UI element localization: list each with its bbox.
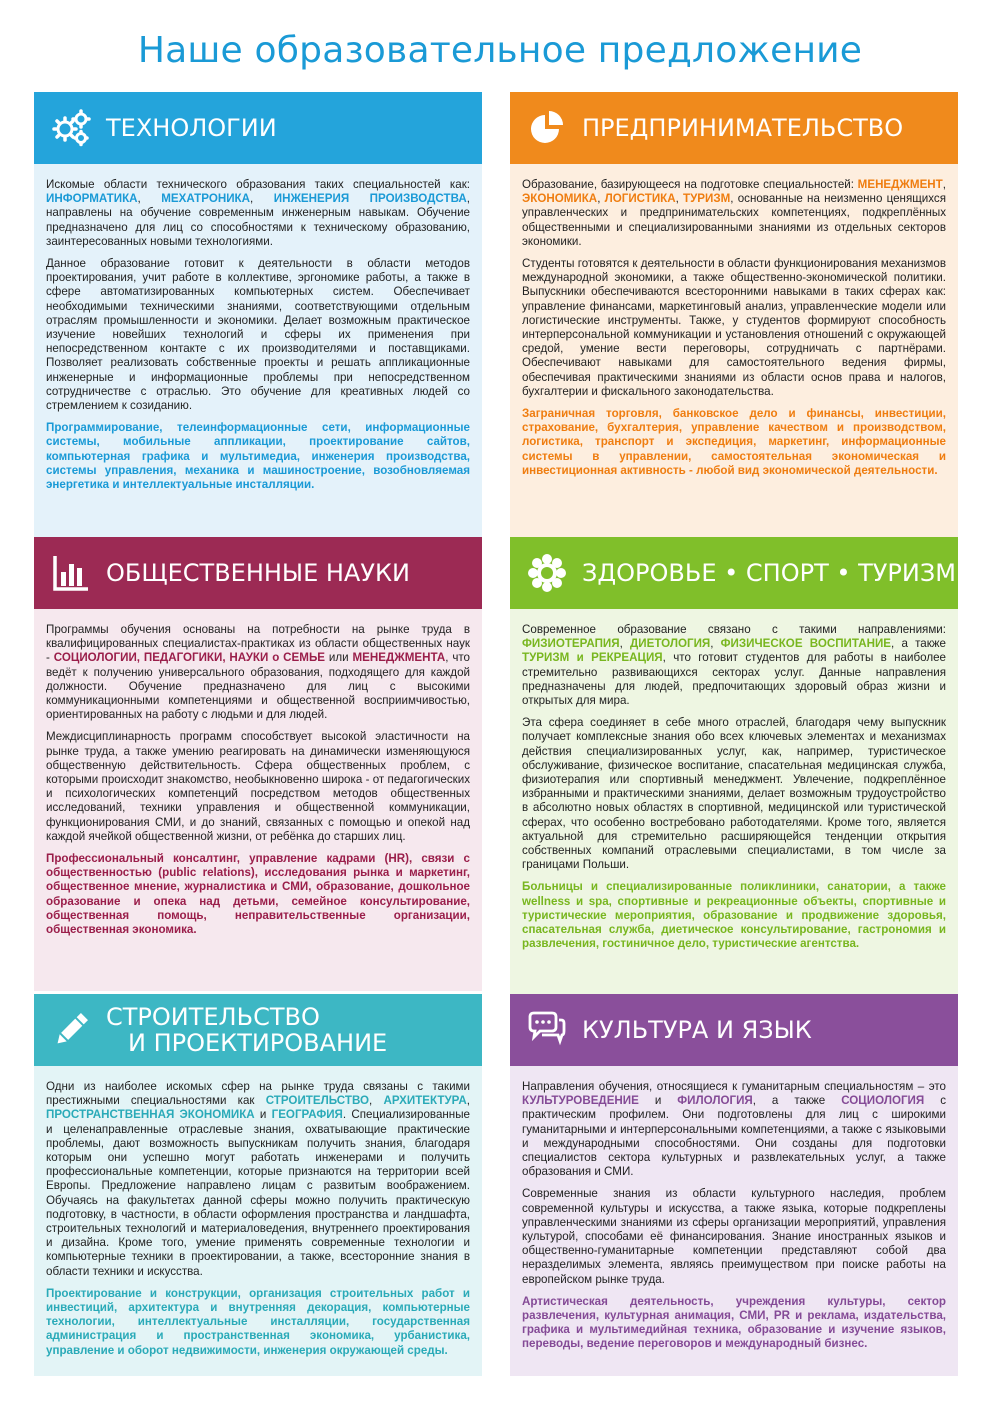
section-heading: ОБЩЕСТВЕННЫЕ НАУКИ [106,559,410,587]
description-paragraph: Данное образование готовит к деятельности в области методов проектирования, учит работе в коллективе, эргономике работы, а также в сфере автоматизированных компьютерных систем. Обеспечивает необходимыми техническими знаниями, соответствующими отдельным отраслям промышленности и экономики. Делает возможным практическое изучение новейших технологий и сферы их применения при непосредственном контакте с их производителями и поставщиками. Позволяет реализовать собственные проекты и решать аппликационные инженерные и информационные проблемы при непосредственном сотрудничестве с отраслью. Это обучение для креативных людей со стремлением к созиданию. [46,257,470,413]
intro-paragraph: Современное образование связано с такими направлениями: ФИЗИОТЕРАПИЯ, ДИЕТОЛОГИЯ, ФИЗИЧЕСКОЕ ВОСПИТАНИЕ, а также ТУРИЗМ и РЕКРЕАЦИЯ, что готовит студентов для работы в наиболее стремительно развивающихся секторах услуг. Данные направления предназначены для людей, предпочитающих здоровый образ жизни и открытых для мира. [522,623,946,708]
specialty-highlight: СТРОИТЕЛЬСТВО [265,1094,370,1108]
specialty-highlight: АРХИТЕКТУРА [383,1094,467,1108]
page-title: Наше образовательное предложение [137,30,863,71]
specialty-highlight: ГЕОГРАФИЯ [271,1108,343,1122]
specialty-highlight: ИНЖЕНЕРИЯ ПРОИЗВОДСТВА [273,192,467,206]
intro-paragraph: Направления обучения, относящиеся к гуманитарным специальностям – это КУЛЬТУРОВЕДЕНИЕ и ФИЛОЛОГИЯ, а также СОЦИОЛОГИЯ с практическим профилем. Они подготовлены для лиц с широкими гуманитарными и интерперсональными компетенциями, а также с языковыми и международными способностями. Они созданы для подготовки специалистов сектора культурных и развлекательных услуг, а также образования и СМИ. [522,1080,946,1179]
section-header [34,92,482,164]
specialty-highlight: ДИЕТОЛОГИЯ [630,637,711,651]
pencil-icon [50,1009,92,1051]
specialty-highlight: СОЦИОЛОГИЯ [841,1094,925,1108]
description-paragraph: Студенты готовятся к деятельности в области функционирования механизмов международной экономики, а также общественно-экономической политики. Выпускники обеспечиваются всесторонними навыками в таких сферах как: управление финансами, маркетинговый анализ, управленческие модели или логистические инструменты. Также, у студентов формируют способность интерперсональной коммуникации и установления отношений с окружающей средой, умение вести переговоры, сотрудничать с партнёрами. Обеспечивают навыками для самостоятельного ведения фирмы, обеспечивая практическими знаниями из области основ права и налогов, бухгалтерии и фискального законодательства. [522,257,946,398]
specialty-highlight: МЕХАТРОНИКА [161,192,251,206]
section-heading: СТРОИТЕЛЬСТВО И ПРОЕКТИРОВАНИЕ [106,1003,388,1057]
bar-chart-icon [50,552,92,594]
section-body [34,609,482,991]
section-header [510,994,958,1066]
section-construction-design [34,994,482,1376]
specialty-highlight: СОЦИОЛОГИИ, ПЕДАГОГИКИ, НАУКИ о СЕМЬЕ [53,651,326,665]
section-body [34,164,482,594]
intro-paragraph: Программы обучения основаны на потребности на рынке труда в квалифицированных специалистах-практиках из области общественных наук - СОЦИОЛОГИИ, ПЕДАГОГИКИ, НАУКИ о СЕМЬЕ или МЕНЕДЖМЕНТА, что ведёт к получению универсального образования, подходящего для каждой должности. Обучение предназначено для лиц с высокими коммуникационными компетенциями и общественной восприимчивостью, ориентированных на работу с людьми и для людей. [46,623,470,722]
intro-paragraph: Одни из наиболее искомых сфер на рынке труда связаны с такими престижными специальностями как СТРОИТЕЛЬСТВО, АРХИТЕКТУРА, ПРОСТРАНСТВЕННАЯ ЭКОНОМИКА и ГЕОГРАФИЯ. Специализированные и целенаправленные отраслевые знания, охватывающие практические проблемы, дают возможность выпускникам получить знания, благодаря которым они успешно могут работать инженерами и получить профессиональные компетенции, которые признаются на территории всей Европы. Предложение направлено лицам с развитым воображением. Обучаясь на факультетах данной сферы можно получить практическую подготовку, в частности, в области оформления пространства и ландшафта, строительных технологий и материаловедения, внутреннего проектирования и дизайна. Кроме того, умение применять современные технологии и компьютерные техники в проектировании, а также, всесторонние знания в области техники и искусства. [46,1080,470,1278]
speech-bubbles-icon [526,1009,568,1051]
intro-paragraph: Искомые области технического образования таких специальностей как: ИНФОРМАТИКА, МЕХАТРОНИКА, ИНЖЕНЕРИЯ ПРОИЗВОДСТВА, направлены на обучение современным инженерным навыкам. Обучение предназначено для лиц со способностями к техническому образованию, заинтересованных новыми технологиями. [46,178,470,248]
gears-icon [50,107,92,149]
specialty-highlight: ЛОГИСТИКА [604,192,676,206]
section-heading: ЗДОРОВЬЕ • СПОРТ • ТУРИЗМ [582,559,956,587]
specialty-highlight: ПРОСТРАНСТВЕННАЯ ЭКОНОМИКА [46,1108,255,1122]
career-fields: Артистическая деятельность, учреждения культуры, сектор развлечения, культурная анимация, СМИ, PR и реклама, издательства, графика и мультимедийная техника, образование и изучение языков, переводы, ведение переговоров и международный бизнес. [522,1294,946,1351]
section-header [510,92,958,164]
specialty-highlight: КУЛЬТУРОВЕДЕНИЕ [522,1094,639,1108]
specialty-highlight: ТУРИЗМ [683,192,731,206]
specialty-highlight: ФИЗИЧЕСКОЕ ВОСПИТАНИЕ [720,637,892,651]
section-social-sciences [34,537,482,991]
section-body [34,1066,482,1376]
career-fields: Заграничная торговля, банковское дело и финансы, инвестиции, страхование, бухгалтерия, управление качеством и производством, логистика, транспорт и экспедиция, маркетинг, информационные системы в управлении, самостоятельная экономическая и инвестиционная активность - любой вид экономической деятельности. [522,407,946,477]
section-header [510,537,958,609]
section-body [510,609,958,1047]
section-header [34,994,482,1066]
flower-icon [526,552,568,594]
section-heading: КУЛЬТУРА И ЯЗЫК [582,1016,812,1044]
specialty-highlight: ИНФОРМАТИКА [46,192,138,206]
career-fields: Программирование, телеинформационные сети, информационные системы, мобильные аппликации, проектирование сайтов, компьютерная графика и мультимедиа, инженерия производства, системы управления, механика и машиностроение, возобновляемая энергетика и интеллектуальные инсталляции. [46,421,470,492]
specialty-highlight: ФИЗИОТЕРАПИЯ [522,637,620,651]
section-body [510,1066,958,1376]
intro-paragraph: Образование, базирующееся на подготовке специальностей: МЕНЕДЖМЕНТ, ЭКОНОМИКА, ЛОГИСТИКА, ТУРИЗМ, основанные на неизменно ценящихся управленческих и предпринимательских компетенциях, подкреплённых общественными и специализированными знаниями из отдельных секторов экономики. [522,178,946,248]
pie-chart-icon [526,107,568,149]
specialty-highlight: МЕНЕДЖМЕНТ [857,178,943,191]
section-health-sport-tourism [510,537,958,1047]
section-culture-language [510,994,958,1376]
section-entrepreneurship [510,92,958,594]
section-body [510,164,958,594]
section-technology [34,92,482,594]
section-heading: ПРЕДПРИНИМАТЕЛЬСТВО [582,114,904,142]
specialty-highlight: ТУРИЗМ и РЕКРЕАЦИЯ [522,651,663,665]
career-fields: Больницы и специализированные поликлиники, санатории, а также wellness и spa, спортивные и рекреационные объекты, спортивные и туристические мероприятия, образование и продвижение здоровья, спасательная служба, диетическое консультирование, гастрономия и развлечения, гостиничное дело, туристические агентства. [522,880,946,951]
section-heading: ТЕХНОЛОГИИ [106,114,277,142]
description-paragraph: Междисциплинарность программ способствует высокой эластичности на рынке труда, а также умению реагировать на динамически изменяющуюся общественную действительность. Сфера общественных проблем, с которыми происходит знакомство, необыкновенно широка - от педагогических и психологических компетенций посредством методов общественных исследований, техники управления и общественной коммуникации, функционирования СМИ, и до знаний, связанных с помощью и опекой над каждой ячейкой общественной жизни, от ребёнка до старших лиц. [46,730,470,843]
specialty-highlight: ЭКОНОМИКА [522,192,598,206]
description-paragraph: Эта сфера соединяет в себе много отраслей, благодаря чему выпускник получает комплексные знания обо всех ключевых элементах и механизмах действия специализированных услуг, как, например, туристическое обслуживание, физическое воспитание, спасательная медицинская служба, физиотерапия или спортивный менеджмент. Увлечение, подкреплённое избранными и практическими знаниями, делает возможным трудоустройство в абсолютно новых областях в спортивной, медицинской или туристической сферах, что особенно востребовано работодателями. Кроме того, является актуальной для стремительно расширяющейся тенденции открытия собственных компаний отраслевыми специалистами, в том числе за границами Польши. [522,716,946,872]
career-fields: Профессиональный консалтинг, управление кадрами (HR), связи с общественностью (public relations), исследования рынка и маркетинг, общественное мнение, журналистика и СМИ, образование, дошкольное образование и опека над детьми, семейное консультирование, общественная помощь, неправительственные организации, общественная экономика. [46,852,470,937]
career-fields: Проектирование и конструкции, организация строительных работ и инвестиций, архитектура и внутренняя декорация, компьютерные технологии, интеллектуальные инсталляции, государственная администрация и пространственная экономика, урбанистика, управление и оборот недвижимости, инженерия окружающей среды. [46,1286,470,1357]
specialty-highlight: ФИЛОЛОГИЯ [677,1094,753,1108]
section-header [34,537,482,609]
description-paragraph: Современные знания из области культурного наследия, проблем современной культуры и искусства, а также языка, которые подкреплены управленческими знаниями из сферы организации мероприятий, управления культурой, способами её финансирования. Знание иностранных языков и общественно-гуманитарные компетенции представляют собой два неразделимых элемента, являясь преимуществом при поиске работы на европейском рынке труда. [522,1187,946,1286]
specialty-highlight: МЕНЕДЖМЕНТА [352,651,446,665]
